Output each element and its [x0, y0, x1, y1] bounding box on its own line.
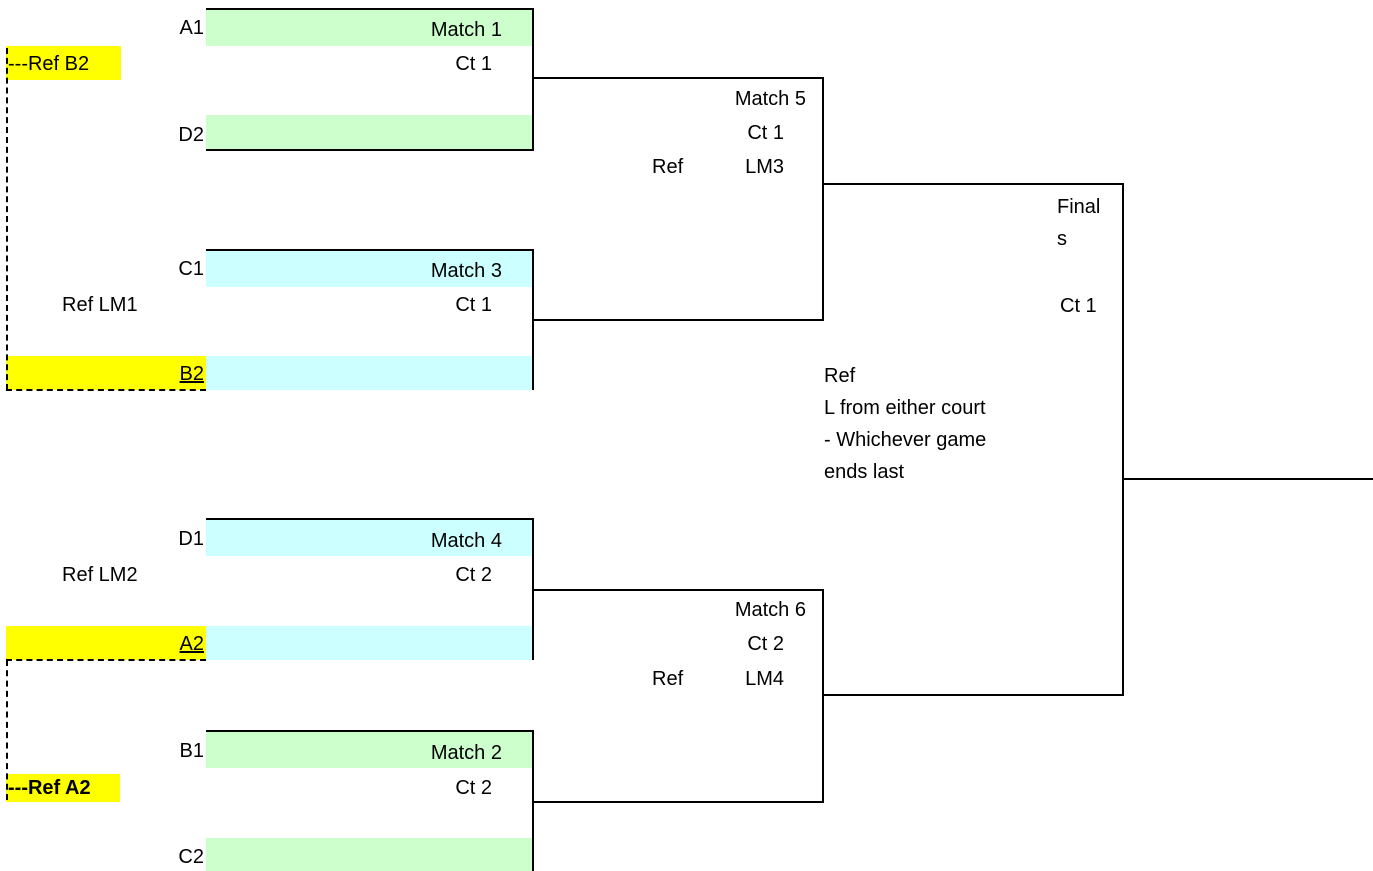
match4-to-match6-line — [532, 589, 824, 591]
match1-to-match5-line — [532, 77, 824, 79]
match5-to-finals-line — [822, 183, 1124, 185]
ref-lm2-note: Ref LM2 — [62, 564, 138, 586]
match4-title: Match 4 — [430, 530, 502, 552]
finals-ref-note-line4: ends last — [824, 461, 905, 483]
ref-b2-note: ---Ref B2 — [8, 53, 90, 75]
match5-right-line — [822, 77, 824, 321]
finals-ref-note-line2: L from either court — [824, 397, 986, 419]
match6-ref-label: Ref — [652, 668, 684, 690]
match6-court: Ct 2 — [747, 633, 784, 655]
match4-top-seed: D1 — [178, 528, 204, 550]
finals-ref-note-line3: - Whichever game — [824, 429, 987, 451]
finals-title-line2: s — [1057, 228, 1067, 250]
match5-ref-label: Ref — [652, 156, 684, 178]
finals-ref-note-line1: Ref — [824, 365, 856, 387]
match1-bottom-seed: D2 — [178, 124, 204, 146]
match2-bottom-cell — [206, 838, 532, 871]
ref-a2-note: ---Ref A2 — [8, 777, 91, 799]
match1-court: Ct 1 — [455, 53, 492, 75]
match3-top-seed: C1 — [178, 258, 204, 280]
match5-ref-value: LM3 — [745, 156, 784, 178]
finals-court: Ct 1 — [1060, 295, 1097, 317]
match6-title: Match 6 — [734, 599, 806, 621]
match4-bottom-cell — [206, 626, 532, 660]
match3-bottom-seed: B2 — [179, 363, 204, 385]
ref-lm1-note: Ref LM1 — [62, 294, 138, 316]
ref-b2-dashed-connector — [6, 48, 8, 390]
match1-bottom-cell — [206, 115, 532, 151]
finals-right-line — [1122, 183, 1124, 696]
match3-top-line — [206, 249, 534, 251]
match5-court: Ct 1 — [747, 122, 784, 144]
match2-bottom-seed: C2 — [178, 846, 204, 868]
match4-court: Ct 2 — [455, 564, 492, 586]
match6-ref-value: LM4 — [745, 668, 784, 690]
match6-to-finals-line — [822, 694, 1124, 696]
match4-bottom-seed: A2 — [179, 633, 204, 655]
a2-dashed-underline — [6, 659, 206, 661]
match2-to-match6-line — [532, 801, 824, 803]
match1-top-line — [206, 8, 534, 10]
match3-title: Match 3 — [430, 260, 502, 282]
match1-right-line — [532, 8, 534, 151]
match3-bottom-cell — [206, 356, 532, 390]
b2-dashed-underline — [6, 389, 206, 391]
match2-top-line — [206, 730, 534, 732]
match2-title: Match 2 — [430, 742, 502, 764]
match1-title: Match 1 — [430, 19, 502, 41]
match2-top-seed: B1 — [179, 740, 204, 762]
match3-to-match5-line — [532, 319, 824, 321]
match3-court: Ct 1 — [455, 294, 492, 316]
match6-right-line — [822, 589, 824, 803]
match1-top-seed: A1 — [179, 17, 204, 39]
match1-bottom-line — [206, 149, 534, 151]
match5-title: Match 5 — [734, 88, 806, 110]
match4-top-line — [206, 518, 534, 520]
match2-court: Ct 2 — [455, 777, 492, 799]
finals-title-line1: Final — [1057, 196, 1101, 218]
champion-line — [1122, 478, 1373, 480]
